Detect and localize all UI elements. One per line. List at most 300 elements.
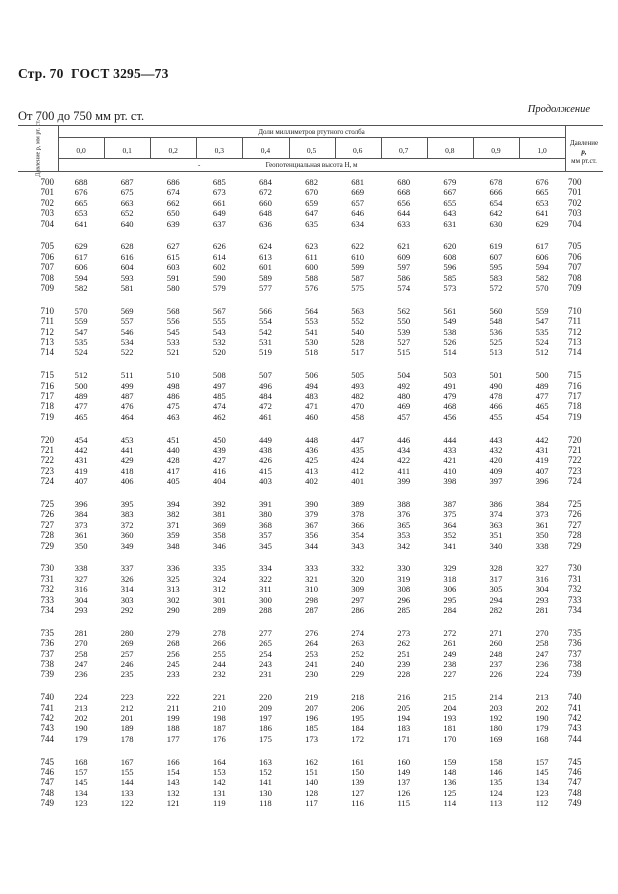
height-value: 247 — [74, 658, 88, 669]
gost-number: ГОСТ 3295—73 — [71, 66, 169, 81]
height-value: 274 — [351, 627, 365, 638]
height-value: 313 — [166, 584, 180, 595]
height-value: 512 — [535, 347, 549, 358]
height-value: 641 — [535, 208, 549, 219]
height-value: 363 — [489, 519, 503, 530]
height-value: 330 — [397, 563, 411, 574]
pressure-value: 739 — [568, 669, 582, 680]
height-column — [473, 241, 519, 293]
height-value: 599 — [351, 262, 365, 273]
height-value: 547 — [535, 316, 549, 327]
height-value: 577 — [258, 282, 272, 293]
pressure-value: 745 — [568, 756, 582, 767]
right-pressure-header — [565, 139, 603, 165]
height-value: 203 — [489, 702, 503, 713]
height-value: 580 — [166, 282, 180, 293]
height-value: 139 — [351, 777, 365, 788]
height-value: 507 — [258, 370, 272, 381]
height-column — [196, 628, 242, 680]
height-value: 547 — [74, 326, 88, 337]
height-value: 646 — [351, 208, 365, 219]
height-value: 361 — [74, 530, 88, 541]
height-value: 680 — [397, 177, 411, 187]
height-column — [196, 306, 242, 358]
height-value: 345 — [258, 540, 272, 551]
height-value: 643 — [443, 208, 457, 219]
height-value: 309 — [351, 584, 365, 595]
height-value: 263 — [351, 638, 365, 649]
height-value: 277 — [258, 627, 272, 638]
height-value: 627 — [166, 241, 180, 252]
height-column — [58, 692, 104, 744]
height-column — [150, 499, 196, 551]
height-value: 288 — [258, 604, 272, 615]
height-value: 568 — [166, 305, 180, 316]
height-value: 425 — [305, 455, 318, 466]
height-value: 535 — [535, 326, 549, 337]
height-value: 351 — [489, 530, 503, 541]
height-value: 511 — [120, 370, 134, 381]
pressure-column-right — [568, 628, 602, 680]
height-value: 356 — [305, 530, 318, 541]
height-value: 369 — [212, 519, 226, 530]
pressure-value: 725 — [568, 499, 582, 509]
height-value: 500 — [74, 380, 88, 391]
height-column — [104, 241, 150, 293]
height-value: 433 — [443, 444, 457, 455]
height-value: 573 — [443, 282, 457, 293]
pressure-value: 701 — [40, 187, 54, 198]
table-rule — [58, 137, 565, 138]
height-value: 293 — [535, 594, 549, 605]
height-value: 212 — [120, 702, 134, 713]
height-value: 474 — [212, 401, 226, 412]
pressure-value: 749 — [40, 798, 54, 809]
height-value: 570 — [535, 282, 549, 293]
height-value: 421 — [443, 455, 457, 466]
height-value: 222 — [166, 692, 180, 703]
height-value: 114 — [443, 798, 457, 809]
height-value: 254 — [258, 648, 272, 659]
height-value: 158 — [489, 756, 503, 767]
height-value: 327 — [535, 563, 549, 574]
height-value: 380 — [258, 509, 272, 520]
height-column — [473, 177, 519, 229]
height-column — [150, 628, 196, 680]
pressure-value: 716 — [568, 380, 582, 391]
pressure-value: 739 — [40, 669, 54, 680]
fraction-heading: 0,7 — [399, 146, 409, 155]
height-column — [104, 757, 150, 809]
height-value: 484 — [258, 390, 272, 401]
table-block — [18, 628, 603, 688]
height-value: 314 — [120, 584, 134, 595]
height-column — [289, 628, 335, 680]
height-value: 508 — [212, 370, 226, 381]
height-column — [381, 370, 427, 422]
height-value: 361 — [535, 519, 549, 530]
height-value: 570 — [74, 305, 88, 316]
height-value: 644 — [397, 208, 411, 219]
height-value: 395 — [120, 499, 134, 509]
height-value: 273 — [397, 627, 411, 638]
height-value: 468 — [443, 401, 457, 412]
height-value: 682 — [305, 177, 318, 187]
height-value: 333 — [305, 563, 318, 574]
height-value: 456 — [443, 411, 457, 422]
table-block — [18, 499, 603, 559]
height-column — [335, 241, 381, 293]
pressure-value: 702 — [40, 197, 54, 208]
height-value: 559 — [74, 316, 88, 327]
height-value: 583 — [489, 272, 503, 283]
height-value: 653 — [74, 208, 88, 219]
height-value: 317 — [489, 573, 503, 584]
height-value: 557 — [120, 316, 134, 327]
pressure-column-left — [20, 306, 54, 358]
height-value: 442 — [74, 444, 88, 455]
pressure-value: 735 — [40, 627, 54, 638]
fraction-heading: 0,9 — [491, 146, 501, 155]
height-value: 304 — [535, 584, 549, 595]
height-value: 278 — [212, 627, 226, 638]
height-value: 576 — [305, 282, 318, 293]
height-value: 354 — [351, 530, 365, 541]
pressure-value: 707 — [568, 262, 582, 273]
height-value: 434 — [397, 444, 411, 455]
pressure-column-left — [20, 177, 54, 229]
height-value: 240 — [351, 658, 365, 669]
pressure-value: 713 — [40, 336, 54, 347]
table-block — [18, 241, 603, 301]
height-value: 125 — [443, 787, 457, 798]
height-value: 685 — [212, 177, 226, 187]
height-value: 477 — [74, 401, 88, 412]
height-value: 513 — [489, 347, 503, 358]
height-value: 304 — [74, 594, 88, 605]
pressure-column-left — [20, 563, 54, 615]
height-value: 359 — [166, 530, 180, 541]
height-column — [196, 241, 242, 293]
height-value: 179 — [535, 723, 549, 734]
height-column — [473, 628, 519, 680]
height-value: 388 — [397, 499, 411, 509]
height-value: 289 — [212, 604, 226, 615]
height-value: 318 — [443, 573, 457, 584]
height-value: 588 — [305, 272, 318, 283]
height-value: 368 — [258, 519, 272, 530]
height-value: 183 — [397, 723, 411, 734]
pressure-value: 743 — [568, 723, 582, 734]
height-value: 548 — [489, 316, 503, 327]
height-value: 653 — [535, 197, 549, 208]
height-value: 246 — [120, 658, 134, 669]
height-value: 181 — [443, 723, 457, 734]
pressure-value: 721 — [40, 444, 54, 455]
height-value: 636 — [258, 218, 272, 229]
height-value: 167 — [120, 756, 134, 767]
height-value: 276 — [305, 627, 318, 638]
height-value: 563 — [351, 305, 365, 316]
height-value: 527 — [397, 336, 411, 347]
height-value: 145 — [535, 766, 549, 777]
height-value: 300 — [258, 594, 272, 605]
right-header-line2: р, — [581, 147, 587, 156]
height-value: 678 — [489, 177, 503, 187]
height-value: 321 — [305, 573, 318, 584]
fraction-heading: 0,6 — [352, 146, 363, 155]
height-value: 306 — [443, 584, 457, 595]
height-value: 269 — [120, 638, 134, 649]
height-value: 463 — [166, 411, 180, 422]
height-value: 543 — [212, 326, 226, 337]
height-value: 533 — [166, 336, 180, 347]
height-value: 296 — [397, 594, 411, 605]
height-value: 549 — [443, 316, 457, 327]
height-value: 665 — [74, 197, 88, 208]
pressure-value: 745 — [40, 756, 54, 767]
height-value: 260 — [489, 638, 503, 649]
height-column — [104, 435, 150, 487]
height-value: 675 — [120, 187, 134, 198]
height-value: 301 — [212, 594, 226, 605]
height-value: 426 — [258, 455, 272, 466]
height-column — [473, 306, 519, 358]
height-column — [335, 177, 381, 229]
pressure-column-right — [568, 241, 602, 293]
height-value: 324 — [212, 573, 226, 584]
height-value: 617 — [74, 251, 88, 262]
height-value: 258 — [74, 648, 88, 659]
height-column — [473, 435, 519, 487]
height-column — [519, 692, 565, 744]
height-column — [58, 757, 104, 809]
height-value: 617 — [535, 241, 549, 252]
height-column — [58, 628, 104, 680]
height-value: 489 — [74, 390, 88, 401]
height-value: 585 — [443, 272, 457, 283]
height-value: 629 — [535, 218, 549, 229]
height-value: 211 — [166, 702, 180, 713]
height-value: 420 — [489, 455, 503, 466]
height-value: 230 — [305, 669, 318, 680]
height-value: 126 — [397, 787, 411, 798]
height-value: 466 — [489, 401, 503, 412]
height-value: 524 — [74, 347, 88, 358]
height-value: 245 — [166, 658, 180, 669]
height-value: 457 — [397, 411, 411, 422]
height-column — [104, 177, 150, 229]
pressure-value: 724 — [40, 476, 54, 487]
pressure-value: 741 — [568, 702, 582, 713]
pressure-value: 736 — [40, 638, 54, 649]
height-value: 676 — [535, 177, 549, 187]
height-value: 352 — [443, 530, 457, 541]
height-value: 660 — [258, 197, 272, 208]
continuation-label: Продолжение — [527, 104, 590, 115]
height-value: 266 — [212, 638, 226, 649]
height-value: 179 — [74, 733, 88, 744]
height-value: 666 — [489, 187, 503, 198]
left-pressure-header-text: Давление р, мм рт. ст. — [33, 119, 41, 177]
height-value: 202 — [74, 712, 88, 723]
height-value: 540 — [351, 326, 365, 337]
height-value: 641 — [74, 218, 88, 229]
height-value: 188 — [166, 723, 180, 734]
table-block — [18, 563, 603, 623]
height-value: 542 — [258, 326, 272, 337]
height-value: 661 — [212, 197, 226, 208]
height-value: 541 — [305, 326, 318, 337]
height-column — [196, 692, 242, 744]
height-value: 287 — [305, 604, 318, 615]
height-value: 358 — [212, 530, 226, 541]
height-column — [519, 563, 565, 615]
height-value: 572 — [489, 282, 503, 293]
pressure-value: 738 — [568, 658, 582, 669]
height-value: 394 — [166, 499, 180, 509]
pressure-value: 741 — [40, 702, 54, 713]
height-value: 518 — [305, 347, 318, 358]
height-value: 480 — [397, 390, 411, 401]
height-value: 382 — [166, 509, 180, 520]
height-value: 654 — [489, 197, 503, 208]
height-value: 247 — [535, 648, 549, 659]
height-value: 479 — [443, 390, 457, 401]
height-value: 389 — [351, 499, 365, 509]
height-column — [58, 370, 104, 422]
height-column — [519, 499, 565, 551]
height-column — [196, 499, 242, 551]
height-value: 528 — [351, 336, 365, 347]
height-value: 214 — [489, 692, 503, 703]
height-value: 550 — [397, 316, 411, 327]
height-value: 357 — [258, 530, 272, 541]
height-value: 319 — [397, 573, 411, 584]
table-rule — [58, 158, 565, 159]
height-value: 168 — [535, 733, 549, 744]
height-value: 567 — [212, 305, 226, 316]
height-value: 130 — [258, 787, 272, 798]
height-value: 186 — [258, 723, 272, 734]
height-value: 155 — [120, 766, 134, 777]
height-value: 133 — [120, 787, 134, 798]
height-value: 587 — [351, 272, 365, 283]
height-column — [381, 628, 427, 680]
height-value: 594 — [535, 262, 549, 273]
height-column — [150, 692, 196, 744]
height-value: 123 — [74, 798, 88, 809]
height-value: 673 — [212, 187, 226, 198]
height-value: 640 — [120, 218, 134, 229]
height-value: 545 — [166, 326, 180, 337]
height-value: 176 — [212, 733, 226, 744]
height-value: 560 — [489, 305, 503, 316]
height-column — [289, 177, 335, 229]
height-value: 204 — [443, 702, 457, 713]
height-value: 454 — [74, 434, 88, 445]
height-value: 672 — [258, 187, 272, 198]
height-value: 231 — [258, 669, 272, 680]
height-value: 221 — [212, 692, 226, 703]
pressure-value: 722 — [568, 455, 582, 466]
pressure-value: 740 — [568, 692, 582, 703]
height-value: 387 — [443, 499, 457, 509]
height-value: 539 — [397, 326, 411, 337]
height-value: 574 — [397, 282, 411, 293]
height-value: 401 — [351, 476, 365, 487]
table-rule — [18, 125, 603, 126]
pressure-value: 718 — [568, 401, 582, 412]
height-value: 344 — [305, 540, 318, 551]
height-value: 453 — [120, 434, 134, 445]
height-value: 633 — [397, 218, 411, 229]
height-column — [427, 692, 473, 744]
height-column — [473, 563, 519, 615]
height-column — [150, 370, 196, 422]
pressure-value: 748 — [40, 787, 54, 798]
height-value: 469 — [397, 401, 411, 412]
pressure-value: 713 — [568, 336, 582, 347]
height-value: 255 — [212, 648, 226, 659]
height-value: 350 — [74, 540, 88, 551]
pressure-column-right — [568, 757, 602, 809]
height-column — [427, 177, 473, 229]
height-value: 115 — [397, 798, 411, 809]
height-value: 248 — [489, 648, 503, 659]
height-value: 184 — [351, 723, 365, 734]
fraction-heading: 0,1 — [122, 146, 132, 155]
pressure-value: 701 — [568, 187, 582, 198]
pressure-value: 735 — [568, 627, 582, 638]
height-value: 606 — [535, 251, 549, 262]
height-value: 432 — [489, 444, 503, 455]
height-column — [381, 241, 427, 293]
height-value: 132 — [166, 787, 180, 798]
height-value: 465 — [535, 401, 549, 412]
height-value: 218 — [351, 692, 365, 703]
height-value: 515 — [397, 347, 411, 358]
height-value: 190 — [74, 723, 88, 734]
height-value: 555 — [212, 316, 226, 327]
height-value: 656 — [397, 197, 411, 208]
height-value: 187 — [212, 723, 226, 734]
height-value: 346 — [212, 540, 226, 551]
pressure-column-left — [20, 370, 54, 422]
height-value: 150 — [351, 766, 365, 777]
height-value: 487 — [120, 390, 134, 401]
height-value: 635 — [305, 218, 318, 229]
height-value: 249 — [443, 648, 457, 659]
height-value: 504 — [397, 370, 411, 381]
height-value: 134 — [535, 777, 549, 788]
height-value: 284 — [443, 604, 457, 615]
height-value: 442 — [535, 434, 549, 445]
pressure-column-right — [568, 563, 602, 615]
height-value: 398 — [443, 476, 457, 487]
pressure-value: 720 — [40, 434, 54, 445]
height-value: 198 — [212, 712, 226, 723]
height-column — [150, 435, 196, 487]
height-column — [427, 241, 473, 293]
height-value: 667 — [443, 187, 457, 198]
pressure-column-right — [568, 370, 602, 422]
height-value: 451 — [166, 434, 180, 445]
height-value: 505 — [351, 370, 365, 381]
height-value: 124 — [489, 787, 503, 798]
height-value: 220 — [258, 692, 272, 703]
height-value: 295 — [443, 594, 457, 605]
